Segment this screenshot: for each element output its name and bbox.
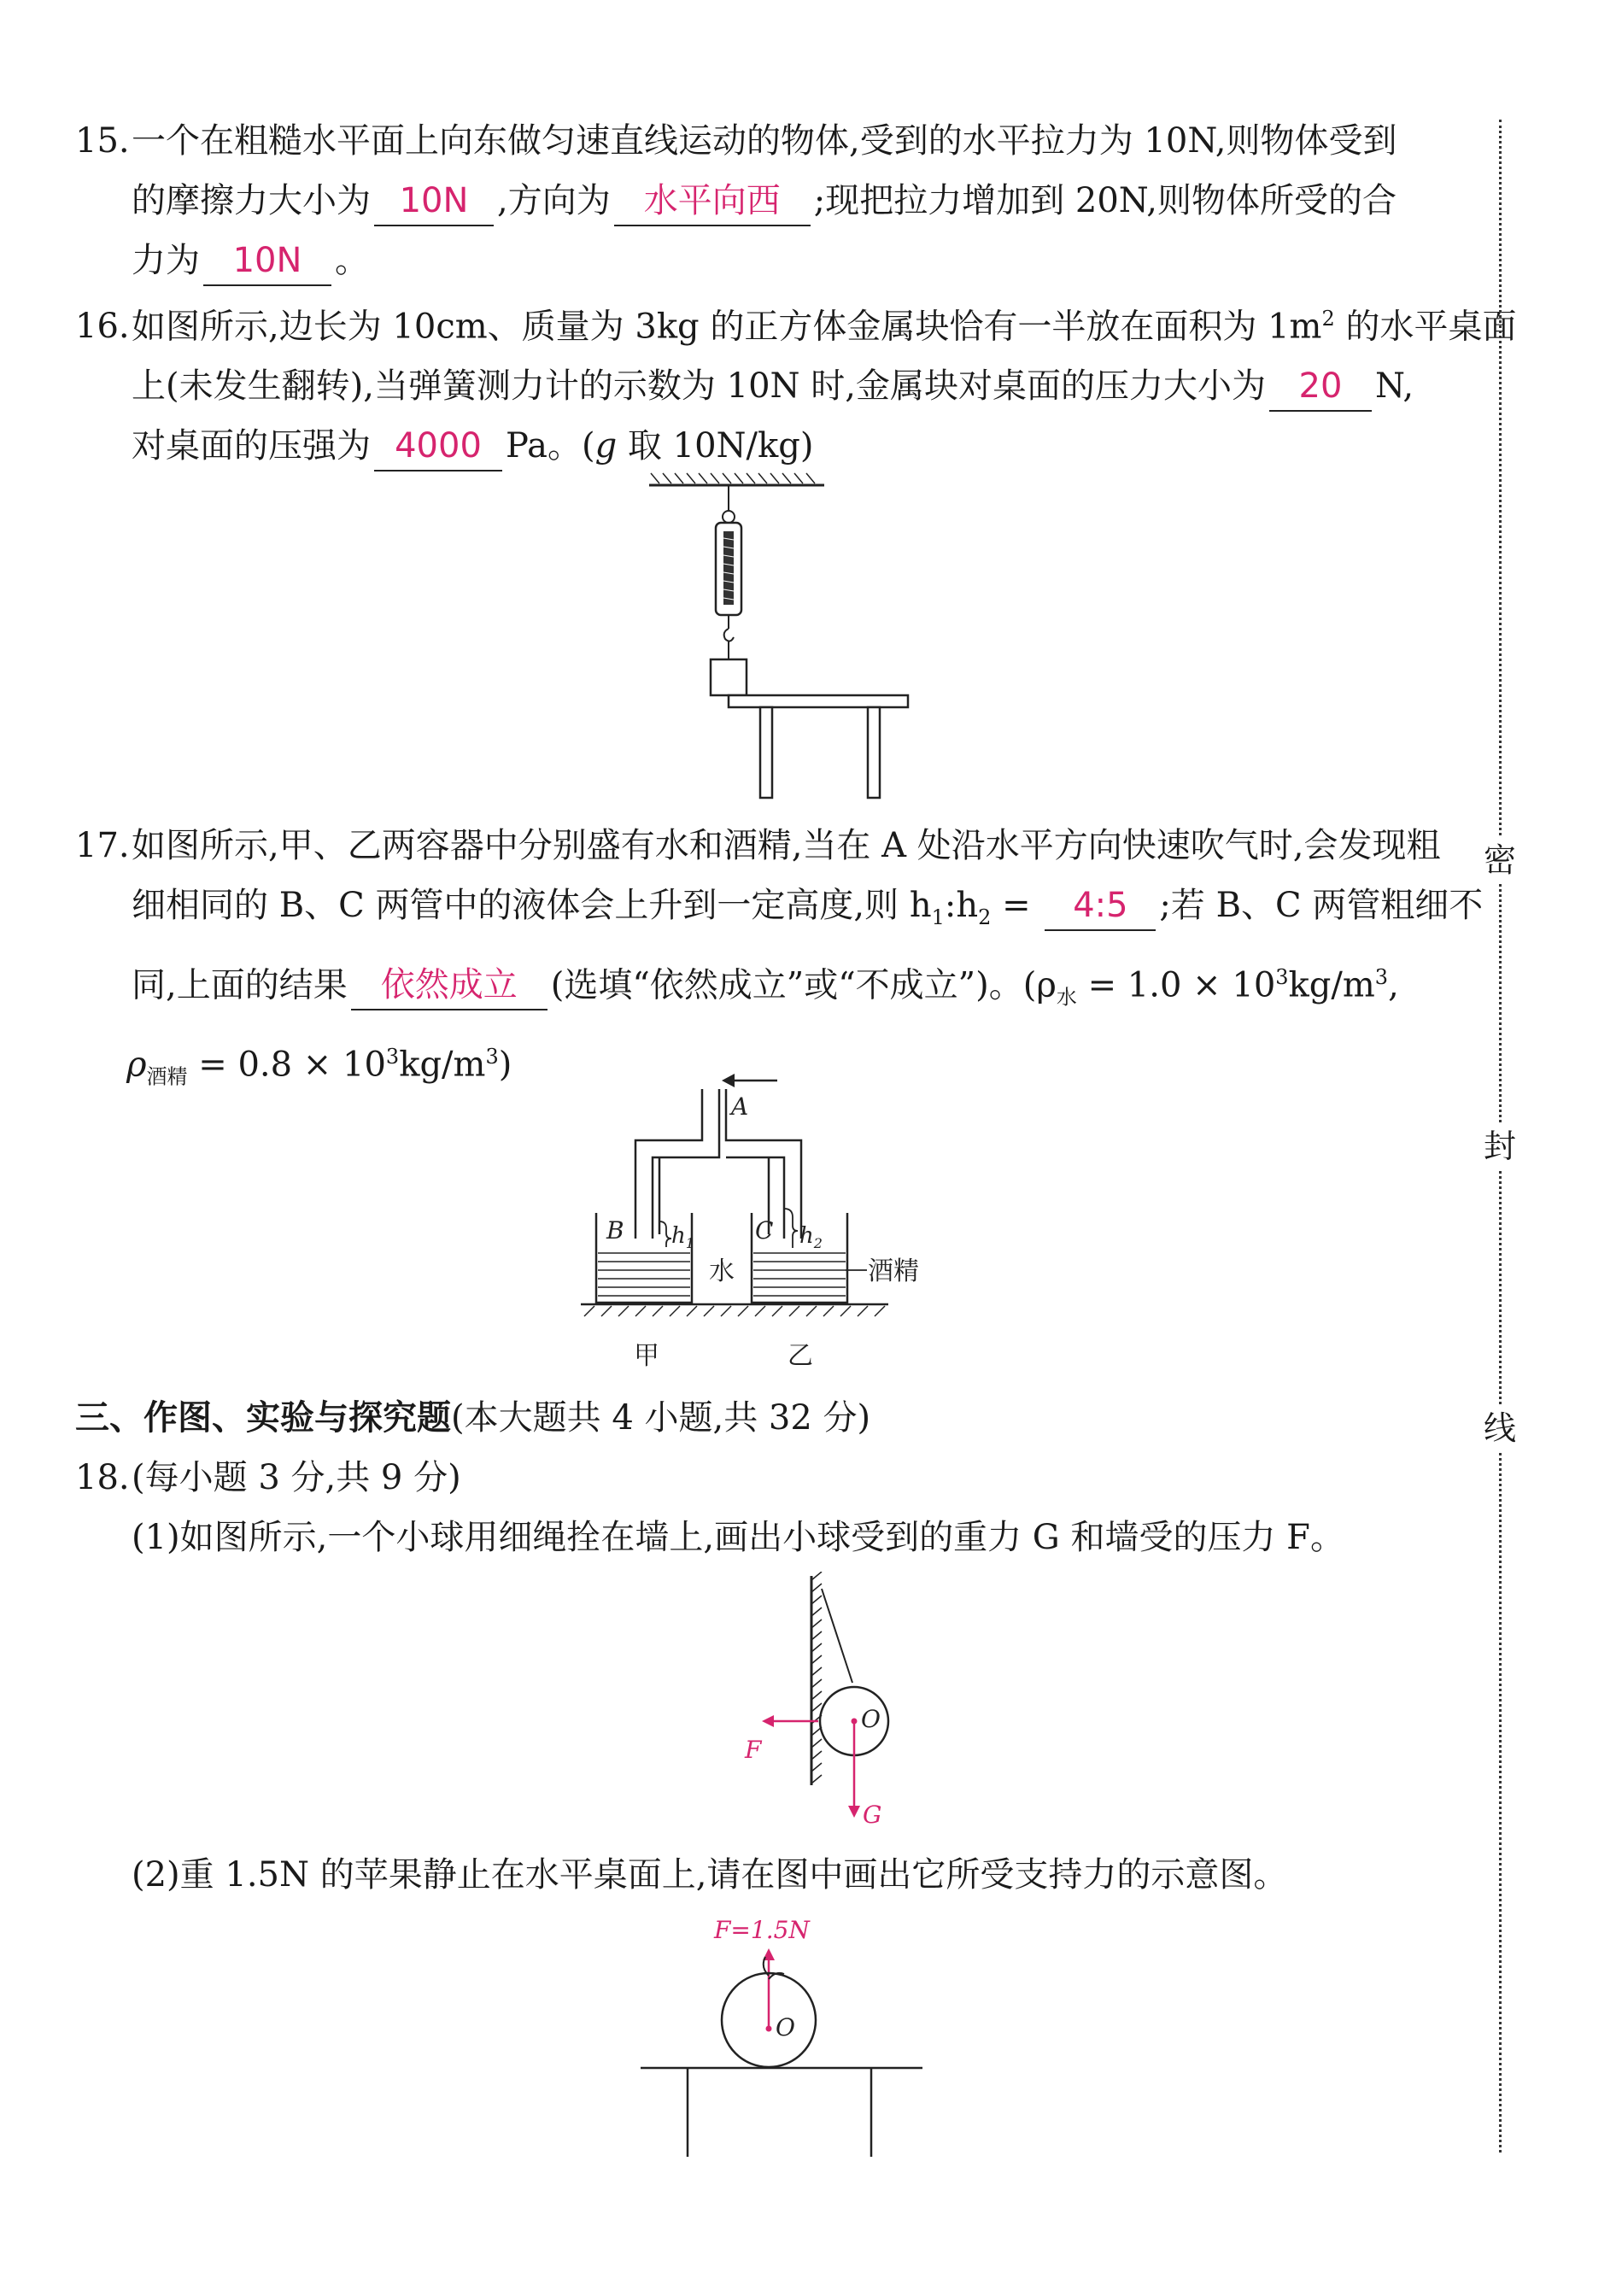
q17-text: = 0.8 × 10 (187, 1045, 386, 1085)
label-o: O (776, 2013, 795, 2041)
question-number: 16. (75, 307, 130, 347)
section-note: (本大题共 4 小题,共 32 分) (451, 1398, 871, 1438)
q15-text: 的摩擦力大小为 (132, 181, 371, 220)
figure-ball-wall (735, 1572, 931, 1836)
label-yi: 乙 (788, 1341, 813, 1371)
label-force: F=1.5N (714, 1916, 810, 1944)
section-3-heading (75, 1391, 870, 1439)
q17-text: ρ (126, 1045, 147, 1085)
q17-text: 3 (1275, 965, 1289, 989)
q17-text: 酒精 (146, 1064, 188, 1089)
q18-header: (每小题 3 分,共 9 分) (132, 1458, 461, 1497)
seal-char-xian: 线 (1482, 1405, 1518, 1451)
q17-text: 细相同的 B、C 两管中的液体会上升到一定高度,则 h (132, 886, 932, 925)
answer-blank: 水平向西 (614, 177, 811, 226)
answer-blank: 10N (374, 177, 494, 226)
q17-text: :h (944, 886, 979, 925)
answer-blank: 10N (203, 237, 331, 286)
question-18 (75, 1448, 1442, 1567)
answer-blank: 4000 (374, 422, 502, 472)
q16-text: 的水平桌面 (1334, 307, 1517, 347)
q17-text: kg/m (1288, 965, 1375, 1005)
q16-text: 上(未发生翻转),当弹簧测力计的示数为 10N 时,金属块对桌面的压力大小为 (132, 366, 1266, 407)
question-number: 15. (75, 121, 130, 161)
label-h2: $h_2$ (799, 1223, 823, 1251)
seal-char-feng: 封 (1482, 1123, 1518, 1169)
table-top (729, 695, 908, 707)
question-number: 18. (75, 1458, 130, 1497)
q17-text: 水 (1056, 985, 1077, 1010)
q17-text: 3 (485, 1045, 499, 1069)
label-jia: 甲 (634, 1341, 659, 1371)
q16-text: 取 10N/kg) (617, 426, 814, 466)
label-a: A (731, 1092, 749, 1121)
answer-blank: 4:5 (1045, 882, 1156, 931)
q17-text: (选填“依然成立”或“不成立”)。(ρ (550, 965, 1057, 1005)
q17-text: ) (498, 1045, 512, 1085)
q15-text: ,方向为 (497, 181, 611, 220)
q16-text: 对桌面的压强为 (132, 426, 371, 466)
q17-text: 3 (385, 1045, 400, 1069)
figure-spring-scale (632, 470, 940, 803)
q17-text: 1 (931, 905, 945, 929)
seal-char-mi: 密 (1482, 837, 1518, 883)
figure-containers (572, 1063, 948, 1379)
q17-text: 如图所示,甲、乙两容器中分别盛有水和酒精,当在 A 处沿水平方向快速吹气时,会发现粗 (132, 826, 1441, 865)
q16-text: g (594, 426, 618, 466)
label-c: C (755, 1216, 774, 1245)
label-f: F (745, 1736, 762, 1764)
q17-text: kg/m (399, 1045, 486, 1085)
q17-text: 2 (978, 905, 992, 929)
metal-block (711, 659, 747, 695)
question-number: 17. (75, 826, 130, 865)
q15-text: 力为 (132, 241, 200, 280)
q17-text: , (1388, 965, 1399, 1005)
q15-text: ;现把拉力增加到 20N,则物体所受的合 (813, 181, 1397, 220)
q17-text: = (991, 886, 1042, 925)
q17-text: 同,上面的结果 (132, 965, 348, 1005)
label-h1: $h_1$ (671, 1223, 694, 1251)
q17-text: 3 (1374, 965, 1389, 989)
q17-text: = 1.0 × 10 (1076, 965, 1276, 1005)
question-15 (75, 111, 1442, 290)
label-alcohol: 酒精 (868, 1256, 919, 1286)
label-water: 水 (709, 1256, 735, 1286)
q15-line1: 一个在粗糙水平面上向东做匀速直线运动的物体,受到的水平拉力为 10N,则物体受到 (132, 121, 1397, 161)
answer-blank: 依然成立 (351, 961, 547, 1010)
q17-text: ;若 B、C 两管粗细不 (1159, 886, 1484, 925)
question-16 (75, 289, 1517, 476)
label-g: G (863, 1801, 882, 1829)
section-title: 三、作图、实验与探究题 (75, 1398, 451, 1438)
q16-text: N, (1374, 366, 1414, 407)
label-o: O (861, 1705, 881, 1733)
q18-part1: (1)如图所示,一个小球用细绳拴在墙上,画出小球受到的重力 G 和墙受的压力 F。 (132, 1518, 1344, 1557)
label-b: B (606, 1216, 624, 1245)
q16-text: 如图所示,边长为 10cm、质量为 3kg 的正方体金属块恰有一半放在面积为 1m (132, 307, 1322, 347)
q18-part2: (2)重 1.5N 的苹果静止在水平桌面上,请在图中画出它所受支持力的示意图。 (132, 1855, 1288, 1895)
answer-blank: 20 (1269, 362, 1372, 412)
figure-apple-table (632, 1909, 940, 2165)
q15-text: 。 (335, 241, 369, 280)
q16-text: 2 (1321, 307, 1335, 331)
question-18-part2 (75, 1845, 1442, 1905)
q16-text: Pa。( (506, 426, 595, 466)
